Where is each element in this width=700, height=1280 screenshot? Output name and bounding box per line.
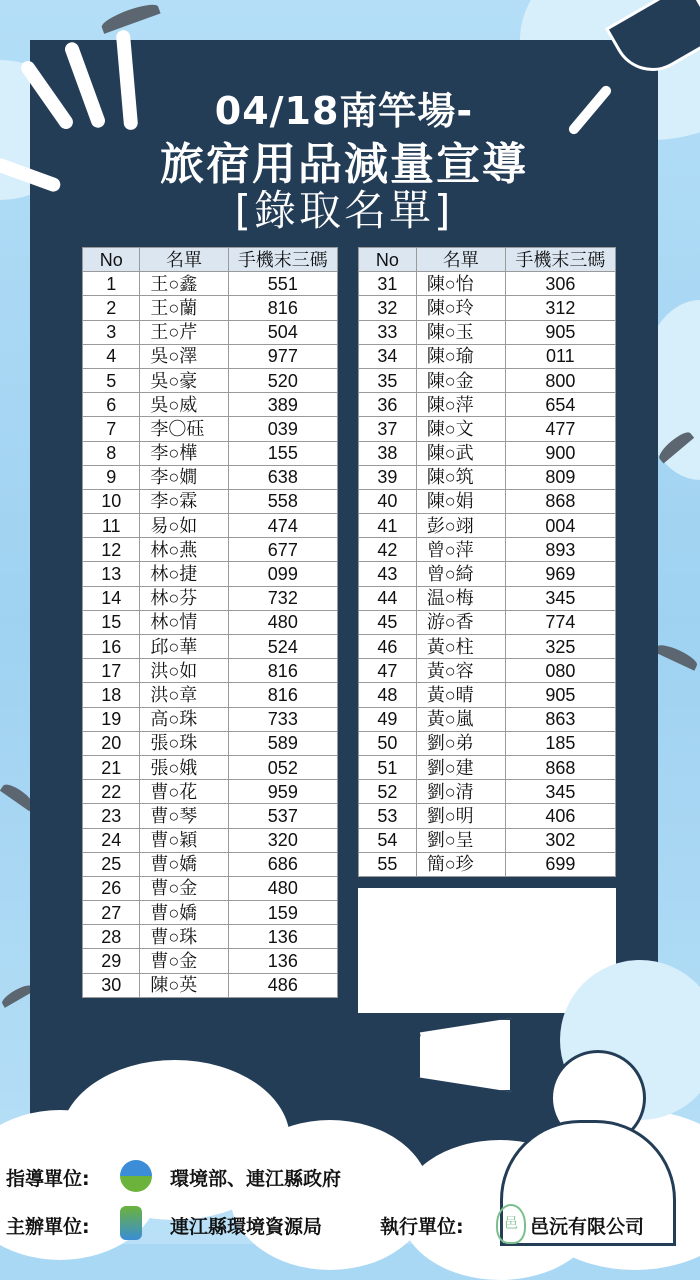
row-number: 5	[83, 368, 140, 392]
row-phone: 524	[228, 635, 337, 659]
row-name: 王○蘭	[140, 296, 228, 320]
row-phone: 312	[505, 296, 615, 320]
row-name: 陳○金	[416, 368, 505, 392]
table-row	[359, 852, 616, 876]
row-number: 6	[83, 393, 140, 417]
row-number: 10	[83, 489, 140, 513]
row-number: 13	[83, 562, 140, 586]
row-name: 劉○清	[416, 780, 505, 804]
row-phone: 977	[228, 344, 337, 368]
table-row	[359, 707, 616, 731]
row-name: 陳○筑	[416, 465, 505, 489]
table-header-row	[83, 248, 338, 272]
title-line-2: 旅宿用品減量宣導	[160, 139, 528, 190]
table-row	[83, 804, 338, 828]
row-number: 21	[83, 755, 140, 779]
row-phone: 816	[228, 659, 337, 683]
row-phone: 654	[505, 393, 615, 417]
row-phone: 039	[228, 417, 337, 441]
table-row	[359, 393, 616, 417]
table-row	[83, 876, 338, 900]
table-row	[359, 828, 616, 852]
row-number: 46	[359, 635, 417, 659]
row-number: 27	[83, 901, 140, 925]
row-phone: 480	[228, 876, 337, 900]
table-row	[359, 344, 616, 368]
table-row	[83, 925, 338, 949]
row-phone: 306	[505, 272, 615, 296]
row-name: 李○霖	[140, 489, 228, 513]
row-name: 李○樺	[140, 441, 228, 465]
table-row	[83, 683, 338, 707]
row-phone: 136	[228, 949, 337, 973]
row-number: 53	[359, 804, 417, 828]
row-name: 彭○翊	[416, 514, 505, 538]
table-row	[83, 635, 338, 659]
row-phone: 686	[228, 852, 337, 876]
winner-table-right	[358, 247, 616, 877]
row-number: 20	[83, 731, 140, 755]
row-number: 40	[359, 489, 417, 513]
exec-label: 執行單位:	[380, 1216, 464, 1238]
guide-value: 環境部、連江縣政府	[170, 1168, 342, 1190]
table-row	[359, 610, 616, 634]
row-name: 李〇砡	[140, 417, 228, 441]
row-number: 45	[359, 610, 417, 634]
winner-table-left	[82, 247, 338, 998]
row-number: 42	[359, 538, 417, 562]
row-number: 1	[83, 272, 140, 296]
row-phone: 558	[228, 489, 337, 513]
row-name: 劉○建	[416, 755, 505, 779]
row-phone: 809	[505, 465, 615, 489]
table-row	[359, 272, 616, 296]
row-number: 44	[359, 586, 417, 610]
table-row	[83, 368, 338, 392]
row-name: 林○情	[140, 610, 228, 634]
row-number: 24	[83, 828, 140, 852]
row-phone: 480	[228, 610, 337, 634]
row-phone: 589	[228, 731, 337, 755]
row-name: 游○香	[416, 610, 505, 634]
row-name: 王○鑫	[140, 272, 228, 296]
row-number: 18	[83, 683, 140, 707]
table-row	[83, 465, 338, 489]
row-phone: 345	[505, 586, 615, 610]
table-row	[359, 320, 616, 344]
row-number: 50	[359, 731, 417, 755]
row-name: 邱○華	[140, 635, 228, 659]
row-name: 林○芬	[140, 586, 228, 610]
row-number: 15	[83, 610, 140, 634]
row-phone: 868	[505, 489, 615, 513]
row-number: 14	[83, 586, 140, 610]
table-row	[359, 417, 616, 441]
row-phone: 486	[228, 973, 337, 997]
row-name: 曹○嬌	[140, 852, 228, 876]
row-number: 29	[83, 949, 140, 973]
row-name: 張○珠	[140, 731, 228, 755]
table-row	[83, 586, 338, 610]
row-phone: 080	[505, 659, 615, 683]
row-number: 28	[83, 925, 140, 949]
row-phone: 537	[228, 804, 337, 828]
table-row	[83, 973, 338, 997]
row-name: 陳○萍	[416, 393, 505, 417]
row-name: 陳○英	[140, 973, 228, 997]
row-phone: 732	[228, 586, 337, 610]
host-label: 主辦單位:	[6, 1216, 90, 1238]
table-row	[359, 683, 616, 707]
row-number: 55	[359, 852, 417, 876]
row-name: 林○燕	[140, 538, 228, 562]
row-phone: 699	[505, 852, 615, 876]
row-name: 高○珠	[140, 707, 228, 731]
row-phone: 969	[505, 562, 615, 586]
row-phone: 389	[228, 393, 337, 417]
row-name: 曹○花	[140, 780, 228, 804]
table-row	[83, 949, 338, 973]
row-number: 4	[83, 344, 140, 368]
row-number: 47	[359, 659, 417, 683]
table-row	[83, 780, 338, 804]
row-name: 黃○容	[416, 659, 505, 683]
row-number: 17	[83, 659, 140, 683]
row-name: 陳○玉	[416, 320, 505, 344]
table-row	[359, 755, 616, 779]
row-phone: 011	[505, 344, 615, 368]
row-number: 51	[359, 755, 417, 779]
row-phone: 406	[505, 804, 615, 828]
table-row	[83, 562, 338, 586]
table-row	[359, 465, 616, 489]
row-phone: 905	[505, 320, 615, 344]
table-row	[83, 393, 338, 417]
table-row	[359, 514, 616, 538]
table-row	[83, 320, 338, 344]
table-row	[359, 562, 616, 586]
row-name: 吳○豪	[140, 368, 228, 392]
row-phone: 099	[228, 562, 337, 586]
table-row	[83, 852, 338, 876]
row-number: 39	[359, 465, 417, 489]
row-name: 陳○文	[416, 417, 505, 441]
row-name: 陳○武	[416, 441, 505, 465]
row-number: 7	[83, 417, 140, 441]
table-row	[83, 828, 338, 852]
row-name: 洪○如	[140, 659, 228, 683]
row-number: 38	[359, 441, 417, 465]
cloud-decoration	[230, 1120, 430, 1270]
row-name: 劉○弟	[416, 731, 505, 755]
table-row	[83, 755, 338, 779]
row-name: 陳○玲	[416, 296, 505, 320]
row-phone: 816	[228, 683, 337, 707]
header-name: 名單	[140, 248, 228, 272]
row-phone: 900	[505, 441, 615, 465]
row-number: 34	[359, 344, 417, 368]
table-row	[83, 514, 338, 538]
row-name: 曹○嬌	[140, 901, 228, 925]
table-row	[83, 659, 338, 683]
row-name: 洪○章	[140, 683, 228, 707]
exec-value: 邑沅有限公司	[530, 1216, 645, 1238]
row-phone: 004	[505, 514, 615, 538]
title-line-3: [錄取名單]	[234, 186, 454, 235]
guide-label: 指導單位:	[6, 1168, 90, 1190]
row-name: 李○嫺	[140, 465, 228, 489]
row-name: 吳○澤	[140, 344, 228, 368]
row-name: 王○芹	[140, 320, 228, 344]
row-name: 黃○晴	[416, 683, 505, 707]
row-name: 易○如	[140, 514, 228, 538]
row-name: 吳○威	[140, 393, 228, 417]
sound-stroke	[400, 1048, 420, 1054]
table-row	[359, 441, 616, 465]
row-phone: 320	[228, 828, 337, 852]
row-number: 11	[83, 514, 140, 538]
row-number: 19	[83, 707, 140, 731]
row-phone: 159	[228, 901, 337, 925]
row-phone: 893	[505, 538, 615, 562]
row-name: 簡○珍	[416, 852, 505, 876]
table-row	[359, 731, 616, 755]
table-row	[359, 368, 616, 392]
row-number: 52	[359, 780, 417, 804]
row-name: 温○梅	[416, 586, 505, 610]
row-number: 43	[359, 562, 417, 586]
table-row	[83, 272, 338, 296]
header-name: 名單	[416, 248, 505, 272]
row-number: 54	[359, 828, 417, 852]
row-phone: 504	[228, 320, 337, 344]
row-name: 曹○琴	[140, 804, 228, 828]
row-phone: 959	[228, 780, 337, 804]
row-number: 30	[83, 973, 140, 997]
table-row	[359, 635, 616, 659]
row-name: 曾○萍	[416, 538, 505, 562]
row-phone: 325	[505, 635, 615, 659]
table-row	[359, 586, 616, 610]
row-name: 曹○金	[140, 949, 228, 973]
row-name: 劉○呈	[416, 828, 505, 852]
header-phone: 手機末三碼	[505, 248, 615, 272]
row-name: 劉○明	[416, 804, 505, 828]
title-line-1: 04/18南竿場-	[214, 89, 474, 133]
row-phone: 551	[228, 272, 337, 296]
row-name: 曹○金	[140, 876, 228, 900]
row-number: 8	[83, 441, 140, 465]
row-phone: 302	[505, 828, 615, 852]
table-row	[359, 804, 616, 828]
row-phone: 868	[505, 755, 615, 779]
row-phone: 816	[228, 296, 337, 320]
ministry-environment-logo	[120, 1160, 152, 1192]
row-name: 黃○柱	[416, 635, 505, 659]
row-phone: 185	[505, 731, 615, 755]
row-phone: 638	[228, 465, 337, 489]
row-number: 22	[83, 780, 140, 804]
row-phone: 155	[228, 441, 337, 465]
yiyuan-logo	[496, 1204, 526, 1244]
header-phone: 手機末三碼	[228, 248, 337, 272]
row-number: 35	[359, 368, 417, 392]
row-phone: 474	[228, 514, 337, 538]
table-row	[83, 610, 338, 634]
row-number: 37	[359, 417, 417, 441]
row-number: 23	[83, 804, 140, 828]
row-phone: 345	[505, 780, 615, 804]
row-phone: 052	[228, 755, 337, 779]
table-header-row	[359, 248, 616, 272]
table-row	[359, 659, 616, 683]
row-number: 49	[359, 707, 417, 731]
row-phone: 774	[505, 610, 615, 634]
row-phone: 863	[505, 707, 615, 731]
row-name: 陳○瑜	[416, 344, 505, 368]
row-phone: 520	[228, 368, 337, 392]
row-phone: 733	[228, 707, 337, 731]
row-phone: 905	[505, 683, 615, 707]
table-row	[83, 417, 338, 441]
row-phone: 477	[505, 417, 615, 441]
row-name: 黃○嵐	[416, 707, 505, 731]
row-name: 陳○怡	[416, 272, 505, 296]
row-name: 曹○珠	[140, 925, 228, 949]
row-phone: 800	[505, 368, 615, 392]
host-value: 連江縣環境資源局	[170, 1216, 323, 1238]
row-number: 48	[359, 683, 417, 707]
row-phone: 677	[228, 538, 337, 562]
row-name: 林○捷	[140, 562, 228, 586]
row-number: 33	[359, 320, 417, 344]
table-row	[359, 489, 616, 513]
row-number: 12	[83, 538, 140, 562]
row-name: 曾○綺	[416, 562, 505, 586]
row-number: 2	[83, 296, 140, 320]
header-no: No	[359, 248, 417, 272]
table-row	[359, 296, 616, 320]
row-number: 25	[83, 852, 140, 876]
row-number: 3	[83, 320, 140, 344]
row-name: 張○娥	[140, 755, 228, 779]
row-number: 32	[359, 296, 417, 320]
row-name: 陳○娟	[416, 489, 505, 513]
table-row	[359, 538, 616, 562]
table-row	[83, 344, 338, 368]
row-number: 26	[83, 876, 140, 900]
row-name: 曹○穎	[140, 828, 228, 852]
table-row	[359, 780, 616, 804]
table-row	[83, 707, 338, 731]
table-row	[83, 441, 338, 465]
row-number: 41	[359, 514, 417, 538]
header-no: No	[83, 248, 140, 272]
row-number: 16	[83, 635, 140, 659]
table-row	[83, 296, 338, 320]
row-number: 36	[359, 393, 417, 417]
lienchiang-environment-logo	[120, 1206, 142, 1240]
table-row	[83, 538, 338, 562]
table-row	[83, 731, 338, 755]
row-number: 9	[83, 465, 140, 489]
table-row	[83, 901, 338, 925]
row-number: 31	[359, 272, 417, 296]
yiyuan-logo-text: 邑	[504, 1216, 518, 1232]
row-phone: 136	[228, 925, 337, 949]
table-row	[83, 489, 338, 513]
